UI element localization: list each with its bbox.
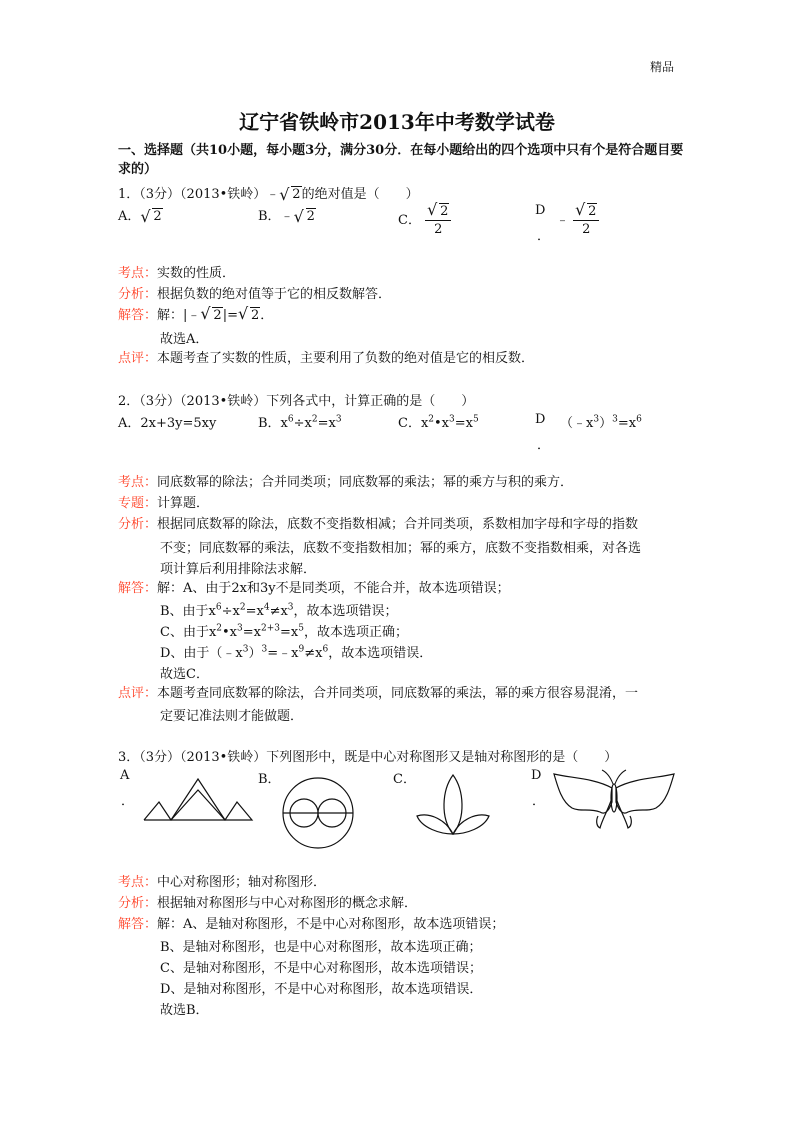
q3-jieda-b: B、是轴对称图形，也是中心对称图形，故本选项正确； [160,940,482,955]
q2-jieda: 解答：解：A、由于2x和3y不是同类项，不能合并，故本选项错误； [118,581,510,596]
fraction: √ $\frac{2}{2}$ [573,203,599,238]
sqrt-symbol: √ 2 [294,209,316,224]
section-heading: 一、选择题（共10小题，每小题3分，满分30分．在每小题给出的四个选项中只有个是符合题目要求的） [118,143,684,177]
q2-fenxi: 分析：根据同底数幂的除法，底数不变指数相减；合并同类项，系数相加字母和字母的指数 [118,517,639,532]
q2-dianping: 点评：本题考查同底数幂的除法，合并同类项，同底数幂的乘法，幂的乘方很容易混淆，一 [118,686,639,701]
q2-jieda-c: C、由于$x^2•x^3=x^{2+3}=x^5$，故本选项正确； [160,623,408,640]
lotus-figure [414,772,492,838]
q2-jieda-d: D、由于$(﹣x^3)^3=﹣x^9\ne x^6$，故本选项错误． [160,644,433,661]
q1-option-c: C． √ $\frac{2}{2}$ [398,203,451,238]
q2-zhuanti: 专题：计算题． [118,496,210,511]
q3-option-a-dot: ． [121,794,135,809]
page-title: 辽宁省铁岭市2013年中考数学试卷 [239,110,555,134]
q2-fenxi-line3: 项计算后利用排除法求解． [160,562,317,577]
q3-option-d: D [531,768,542,783]
q3-stem: 3．（3分）（2013•铁岭）下列图形中，既是中心对称图形又是轴对称图形的是（ ） [118,750,618,765]
q3-fenxi: 分析：根据轴对称图形与中心对称图形的概念求解． [118,896,418,911]
header-mark: 精品 [649,60,674,74]
q2-stem: 2．（3分）（2013•铁岭）下列各式中，计算正确的是（ ） [118,394,475,409]
q2-kaodian: 考点：同底数幂的除法；合并同类项；同底数幂的乘法；幂的乘方与积的乘方． [118,475,574,490]
q3-option-d-dot: ． [532,794,546,809]
q2-option-c: C．$x^2•x^3=x^5$ [398,414,479,431]
q1-option-a: A．√ 2 [118,205,163,224]
q2-answer: 故选C． [160,667,209,682]
q1-option-d: D [535,203,546,218]
sqrt-symbol: √ 2 [140,209,162,224]
q3-jieda-d: D、是轴对称图形，不是中心对称图形，故本选项错误． [160,982,483,997]
q1-option-b: B．﹣√ 2 [258,205,316,224]
q2-option-d-value: $(﹣x^3)^3=x^6$ [560,414,642,431]
q1-option-d-dot: ． [537,229,551,244]
q1-jieda: 解答：解：|﹣√ 2|=√ 2． [118,306,273,326]
q1-stem: 1．（3分）（2013•铁岭）﹣√ 2的绝对值是（ ） [118,183,419,202]
fraction: √ $\frac{2}{2}$ [425,203,451,238]
q3-jieda: 解答：解：A、是轴对称图形，不是中心对称图形，故本选项错误； [118,917,505,932]
sqrt-symbol: √ 2 [279,187,301,202]
q3-option-a: A [120,768,130,783]
q1-fenxi: 分析：根据负数的绝对值等于它的相反数解答． [118,287,392,302]
q2-option-d: D [535,412,546,427]
q2-fenxi-line2: 不变；同底数幂的乘法，底数不变指数相加；幂的乘方，底数不变指数相乘，对各选 [160,541,642,556]
q1-option-d-value: ﹣ √ $\frac{2}{2}$ [556,203,599,238]
q1-kaodian: 考点：实数的性质． [118,266,236,281]
butterfly-figure [550,768,678,832]
circle-figure [280,775,356,851]
q2-dianping-line2: 定要记准法则才能做题． [160,709,304,724]
q3-jieda-c: C、是轴对称图形，不是中心对称图形，故本选项错误； [160,961,482,976]
q2-option-b: B．$x^6\div x^2=x^3$ [258,414,342,431]
q3-kaodian: 考点：中心对称图形；轴对称图形． [118,875,327,890]
q3-option-b: B． [258,772,281,787]
mountain-figure [142,776,254,822]
q3-answer: 故选B． [160,1003,209,1018]
q2-jieda-b: B、由于$x^6\div x^2=x^4\ne x^3$，故本选项错误； [160,602,398,619]
q2-option-a: A．2x+3y=5xy [118,416,217,431]
q2-option-d-dot: ． [537,438,551,453]
q3-option-c: C． [393,772,416,787]
q1-answer: 故选A． [160,332,209,347]
q1-dianping: 点评：本题考查了实数的性质，主要利用了负数的绝对值是它的相反数． [118,351,535,366]
